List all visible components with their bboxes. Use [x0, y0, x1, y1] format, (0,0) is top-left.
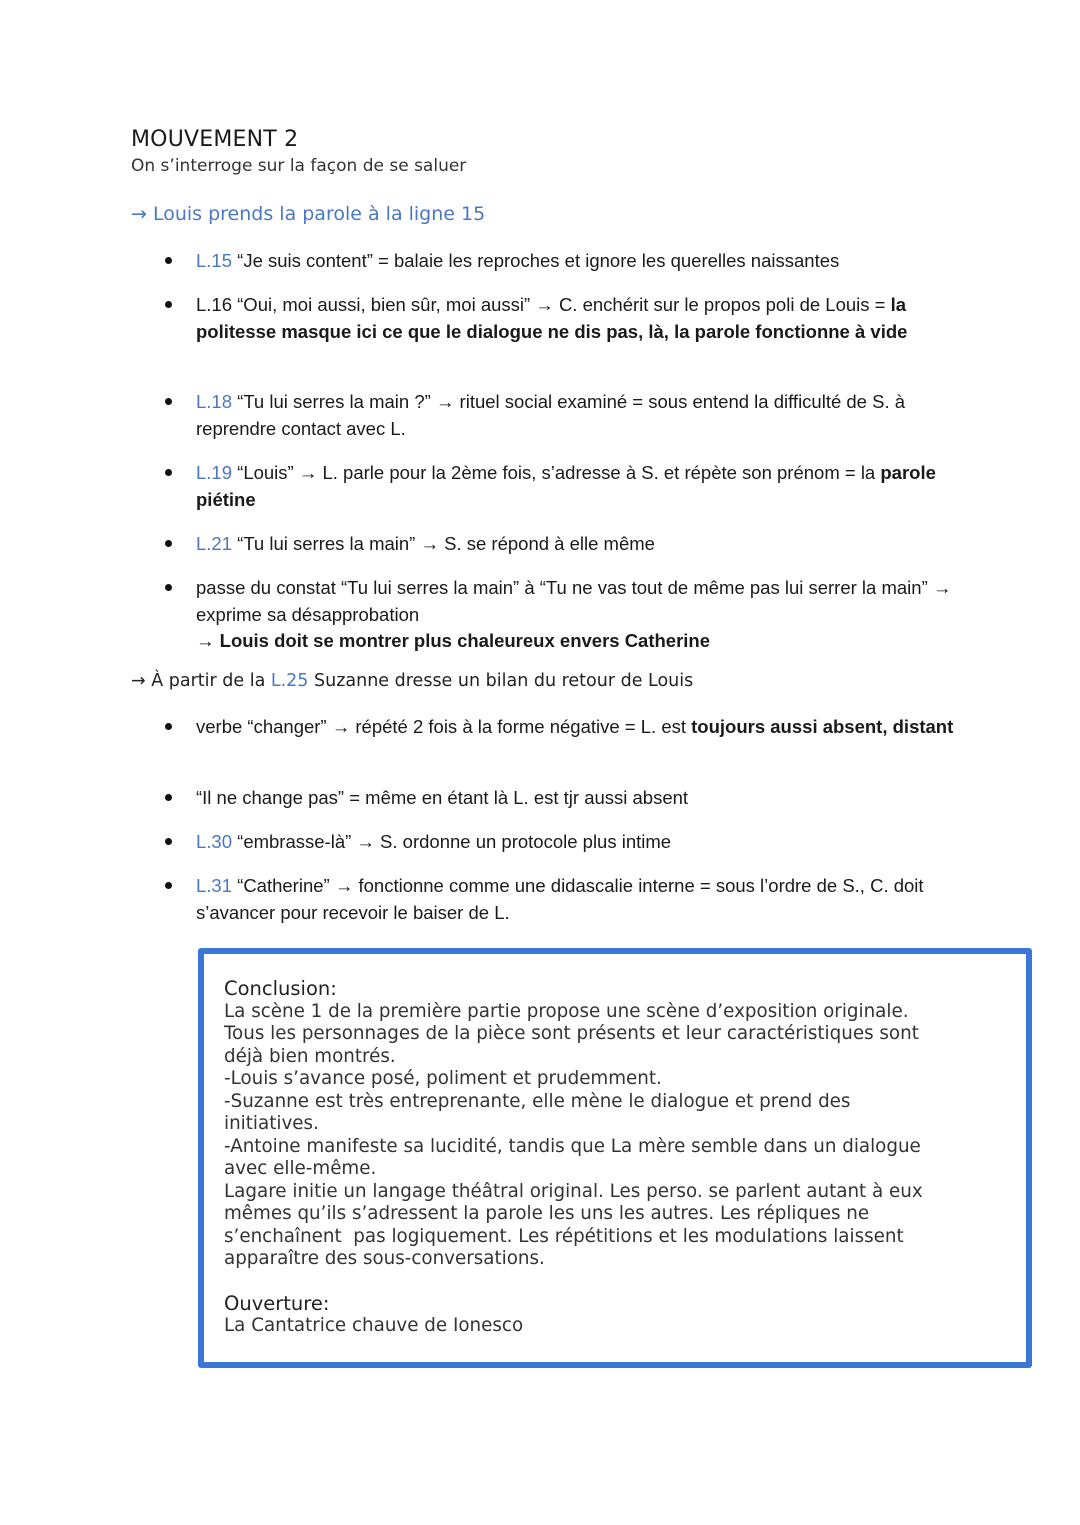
conclusion-line: déjà bien montrés. — [224, 1045, 396, 1067]
arrow-icon: → — [196, 630, 215, 651]
arrow-icon: → — [131, 203, 147, 225]
conclusion-line: Lagare initie un langage théâtral original. Les perso. se parlent autant à eux — [224, 1180, 923, 1202]
list-item-text: L.21 “Tu lui serres la main” → S. se répond à elle même — [196, 533, 655, 554]
line-ref: L.25 — [270, 671, 309, 691]
line-ref: L.21 — [196, 533, 233, 554]
conclusion-line: s’enchaînent pas logiquement. Les répétitions et les modulations laissent — [224, 1225, 904, 1247]
list-item-text: L.19 “Louis” → L. parle pour la 2ème fois, s’adresse à S. et répète son prénom = la parole piétine — [196, 462, 936, 510]
list-item-text: L.15 “Je suis content” = balaie les reproches et ignore les querelles naissantes — [196, 250, 840, 271]
list-item-text: L.31 “Catherine” → fonctionne comme une didascalie interne = sous l’ordre de S., C. doit s’avancer pour recevoir le baiser de L. — [196, 875, 924, 923]
section-heading-1 — [131, 203, 485, 225]
bullet-icon — [165, 838, 172, 845]
conclusion-line: initiatives. — [224, 1113, 319, 1134]
conclusion-line: apparaître des sous-conversations. — [224, 1248, 545, 1269]
spacer — [224, 1271, 1014, 1293]
page-subtitle: On s’interroge sur la façon de se saluer — [131, 156, 467, 176]
section-label: Louis prends la parole à la ligne 15 — [152, 203, 486, 225]
bullet-icon — [165, 257, 172, 264]
page-title: MOUVEMENT 2 — [131, 127, 299, 152]
bullet-icon — [165, 723, 172, 730]
bullet-icon — [165, 794, 172, 801]
line-ref: L.18 — [196, 391, 233, 412]
opening-heading: Ouverture: — [224, 1291, 330, 1315]
list-item-text: L.18 “Tu lui serres la main ?” → rituel social examiné = sous entend la difficulté de S. à reprendre contact avec L. — [196, 391, 906, 439]
bullet-icon — [165, 398, 172, 405]
list-item-text: “Il ne change pas” = même en étant là L. est tjr aussi absent — [196, 787, 689, 808]
line-ref: L.15 — [196, 250, 233, 271]
bullet-icon — [165, 584, 172, 591]
list-item-text: passe du constat “Tu lui serres la main” à “Tu ne vas tout de même pas lui serrer la main” → exprime sa désapprobation → Louis doit se montrer plus chaleureux envers Catherine — [196, 577, 952, 651]
conclusion-line: avec elle-même. — [224, 1158, 377, 1179]
line-ref: L.30 — [196, 831, 233, 852]
conclusion-box — [198, 948, 1032, 1368]
conclusion-line: mêmes qu’ils s’adressent la parole les uns les autres. Les répliques ne — [224, 1203, 870, 1224]
conclusion-line: Tous les personnages de la pièce sont présents et leur caractéristiques sont — [224, 1023, 919, 1044]
conclusion-line: -Antoine manifeste sa lucidité, tandis que La mère semble dans un dialogue — [224, 1135, 921, 1157]
section-heading-2: → À partir de la L.25 Suzanne dresse un bilan du retour de Louis — [131, 671, 694, 691]
bullet-icon — [165, 540, 172, 547]
opening-text: La Cantatrice chauve de Ionesco — [224, 1315, 524, 1336]
conclusion-heading: Conclusion: — [224, 977, 337, 1000]
bullet-icon — [165, 469, 172, 476]
list-item-text: verbe “changer” → répété 2 fois à la forme négative = L. est toujours aussi absent, distant — [196, 716, 954, 737]
line-ref: L.19 — [196, 462, 233, 483]
bullet-icon — [165, 301, 172, 308]
bullet-icon — [165, 882, 172, 889]
list-item-text: L.16 “Oui, moi aussi, bien sûr, moi aussi” → C. enchérit sur le propos poli de Louis = la politesse masque ici ce que le dialogue ne dis pas, là, la parole fonctionne à vide — [196, 294, 908, 342]
conclusion-line: -Louis s’avance posé, poliment et prudemment. — [224, 1068, 662, 1089]
conclusion-line: La scène 1 de la première partie propose une scène d’exposition originale. — [224, 1000, 909, 1022]
conclusion-line: -Suzanne est très entreprenante, elle mène le dialogue et prend des — [224, 1090, 851, 1112]
line-ref: L.31 — [196, 875, 233, 896]
conclusion-content — [224, 978, 1014, 1338]
list-item-text: L.30 “embrasse-là” → S. ordonne un protocole plus intime — [196, 831, 672, 852]
